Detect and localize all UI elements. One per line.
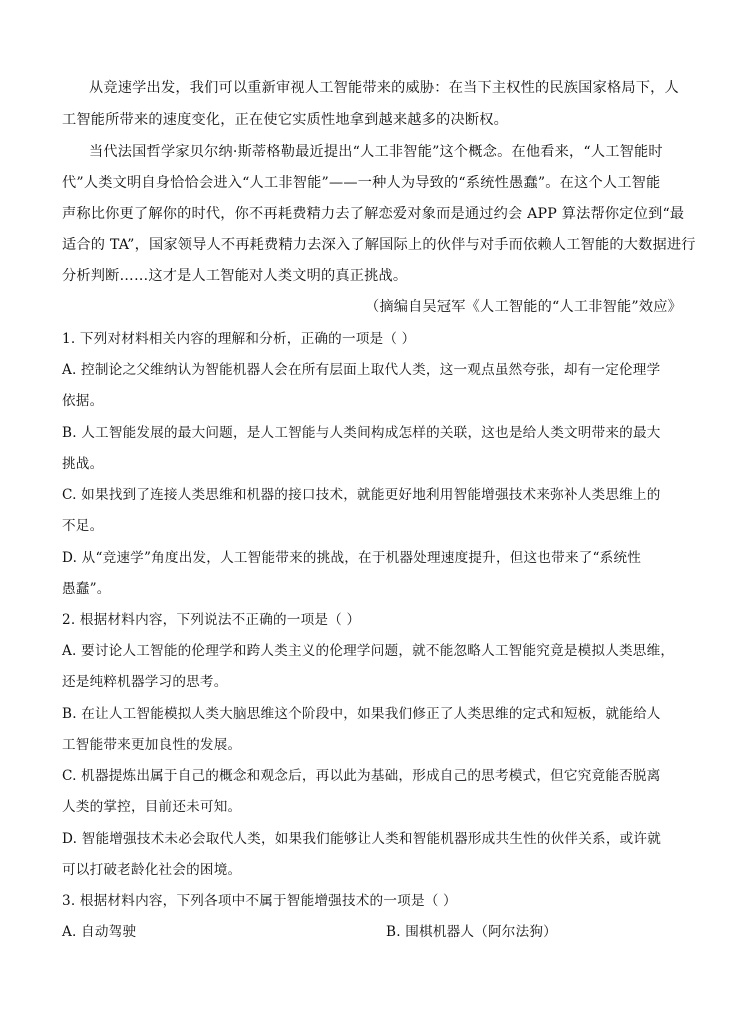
question-stem: 1. 下列对材料相关内容的理解和分析，正确的一项是（ ） xyxy=(62,331,416,347)
option-d: D. 从“竞速学”角度出发，人工智能带来的挑战，在于机器处理速度提升，但这也带来了“系统性 xyxy=(62,550,642,566)
passage-line: 代”人类文明自身恰恰会进入“人工非智能”——一种人为导致的“系统性愚蠢”。在这个人工智能 xyxy=(62,175,661,191)
option-c: C. 机器提炼出属于自己的概念和观念后，再以此为基础，形成自己的思考模式，但它究竟能否脱离 xyxy=(62,768,661,784)
option-c-cont: 人类的掌控，目前还未可知。 xyxy=(62,799,242,815)
option-a: A. 要讨论人工智能的伦理学和跨人类主义的伦理学问题，就不能忽略人工智能究竟是模拟人类思维， xyxy=(62,643,675,659)
option-d: D. 智能增强技术未必会取代人类，如果我们能够让人类和智能机器形成共生性的伙伴关系，或许就 xyxy=(62,831,661,847)
option-a-cont: 依据。 xyxy=(62,393,104,409)
option-c: C. 如果找到了连接人类思维和机器的接口技术，就能更好地利用智能增强技术来弥补人类思维上的 xyxy=(62,487,661,503)
passage-line: 从竞速学出发，我们可以重新审视人工智能带来的威胁：在当下主权性的民族国家格局下，人 xyxy=(89,80,679,96)
passage-line: 声称比你更了解你的时代，你不再耗费精力去了解恋爱对象而是通过约会 APP 算法帮你定位到“最 xyxy=(62,206,685,222)
option-b-cont: 挑战。 xyxy=(62,456,104,472)
option-b-cont: 工智能带来更加良性的发展。 xyxy=(62,737,242,753)
option-b: B. 人工智能发展的最大问题，是人工智能与人类间构成怎样的关联，这也是给人类文明带来的最大 xyxy=(62,425,661,441)
passage-line: 适合的 TA”，国家领导人不再耗费精力去深入了解国际上的伙伴与对手而依赖人工智能的大数据进行 xyxy=(62,237,696,253)
question-stem: 3. 根据材料内容，下列各项中不属于智能增强技术的一项是（ ） xyxy=(62,893,457,909)
option-d-cont: 愚蠢”。 xyxy=(62,581,111,597)
option-b: B. 在让人工智能模拟人类大脑思维这个阶段中，如果我们修正了人类思维的定式和短板，就能给人 xyxy=(62,706,661,722)
option-d-cont: 可以打破老龄化社会的困境。 xyxy=(62,862,242,878)
option-a-cont: 还是纯粹机器学习的思考。 xyxy=(62,674,228,690)
passage-line: 工智能所带来的速度变化，正在使它实质性地拿到越来越多的决断权。 xyxy=(62,112,509,128)
option-b: B. 围棋机器人（阿尔法狗） xyxy=(386,924,557,940)
passage-source: （摘编自吴冠军《人工智能的“人工非智能”效应》 xyxy=(364,299,682,315)
option-a: A. 控制论之父维纳认为智能机器人会在所有层面上取代人类，这一观点虽然夸张，却有一定伦理学 xyxy=(62,362,661,378)
passage-line: 当代法国哲学家贝尔纳·斯蒂格勒最近提出“人工非智能”这个概念。在他看来，“人工智能时 xyxy=(89,144,663,160)
option-c-cont: 不足。 xyxy=(62,518,104,534)
option-a: A. 自动驾驶 xyxy=(62,924,137,940)
passage-line: 分析判断……这才是人工智能对人类文明的真正挑战。 xyxy=(62,268,408,284)
question-stem: 2. 根据材料内容，下列说法不正确的一项是（ ） xyxy=(62,612,361,628)
